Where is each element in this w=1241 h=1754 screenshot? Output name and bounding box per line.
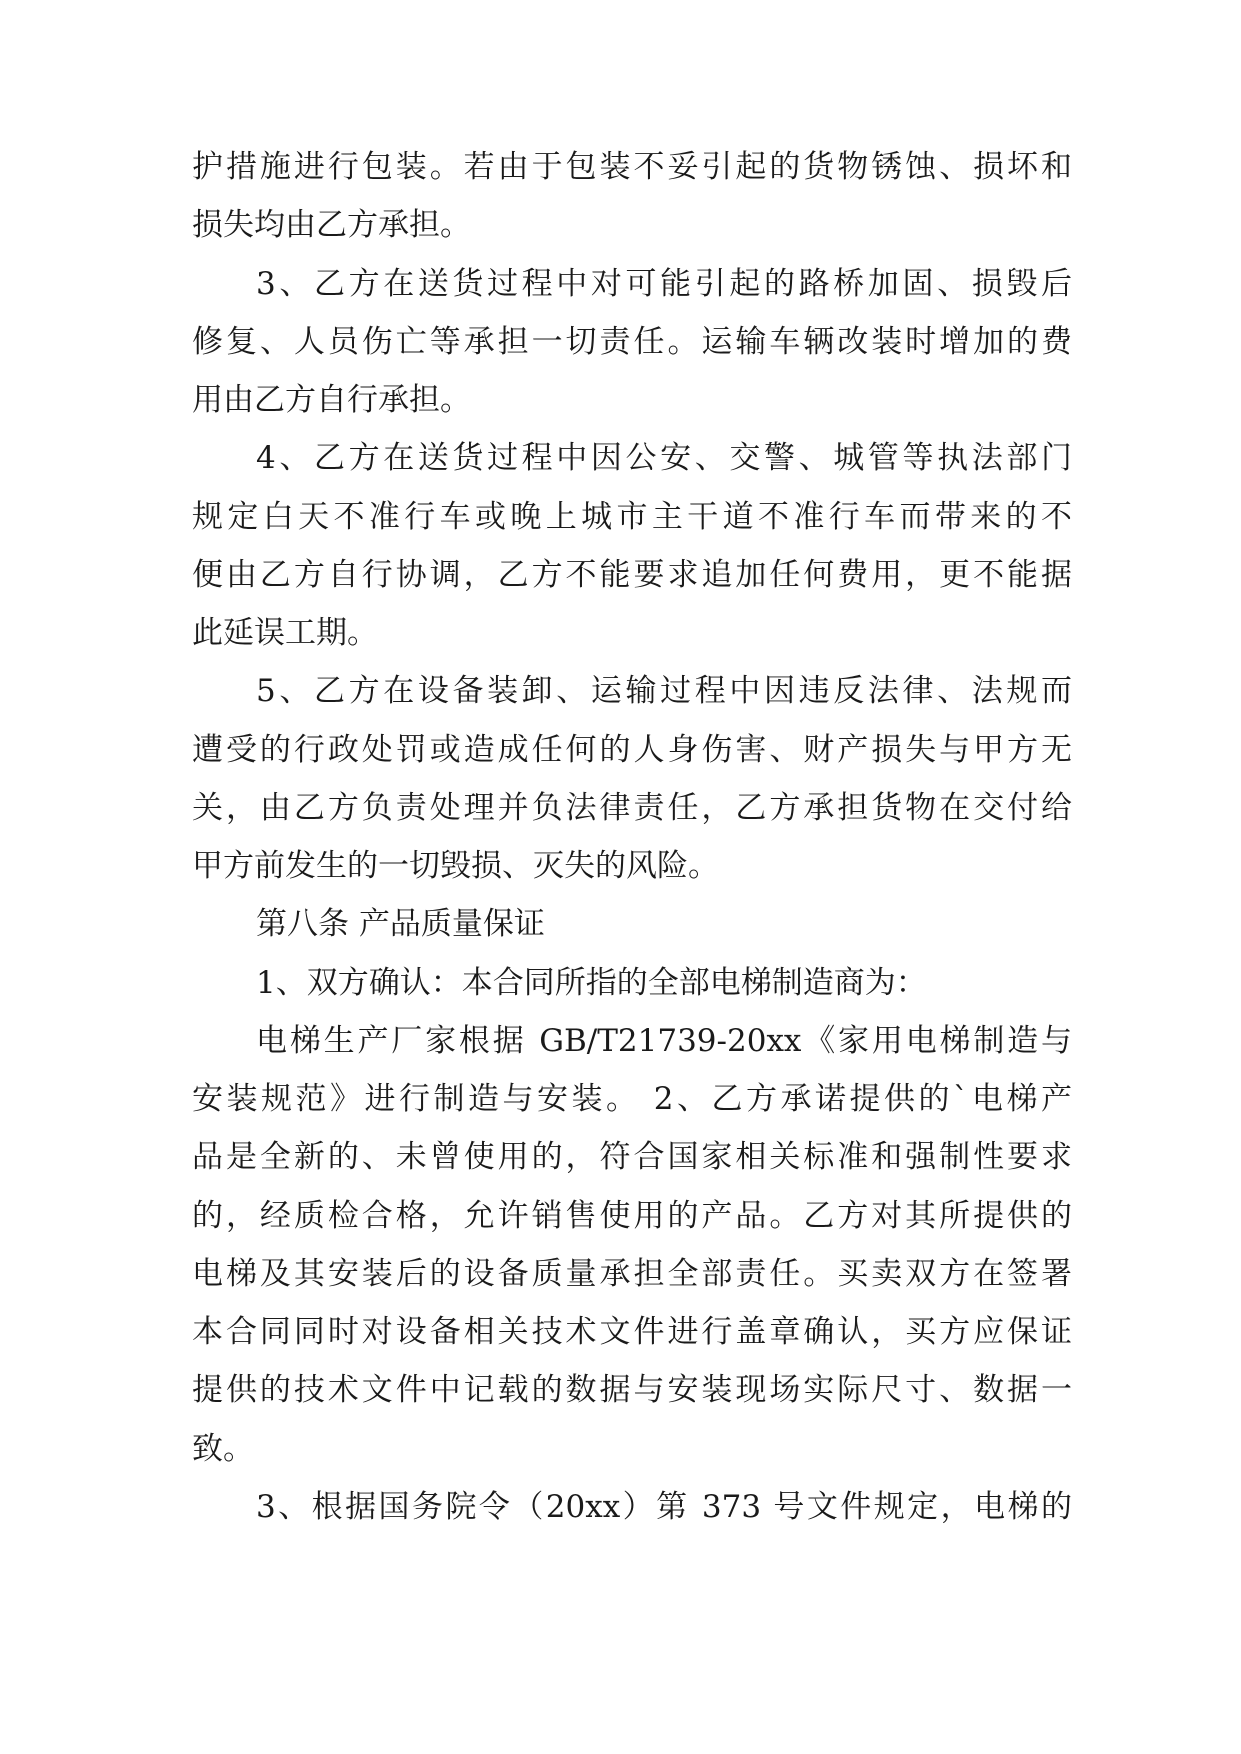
text-line: 损失均由乙方承担。 (192, 207, 471, 243)
section-heading: 第八条 产品质量保证 (256, 906, 545, 942)
text-line: 用由乙方自行承担。 (192, 382, 471, 418)
text-line: 修复、人员伤亡等承担一切责任。运输车辆改装时增加的费 (192, 324, 1072, 360)
text-line: 关，由乙方负责处理并负法律责任，乙方承担货物在交付给 (192, 790, 1072, 826)
text-line: 电梯及其安装后的设备质量承担全部责任。买卖双方在签署 (192, 1256, 1072, 1292)
text-line: 3、乙方在送货过程中对可能引起的路桥加固、损毁后 (256, 266, 1072, 302)
text-line: 电梯生产厂家根据 GB/T21739-20xx《家用电梯制造与 (256, 1023, 1072, 1059)
text-line: 1、双方确认：本合同所指的全部电梯制造商为： (256, 965, 927, 1001)
text-line: 3、根据国务院令（20xx）第 373 号文件规定，电梯的 (256, 1489, 1072, 1525)
text-line: 品是全新的、未曾使用的，符合国家相关标准和强制性要求 (192, 1139, 1072, 1175)
text-line: 提供的技术文件中记载的数据与安装现场实际尺寸、数据一 (192, 1372, 1072, 1408)
text-line: 甲方前发生的一切毁损、灭失的风险。 (192, 848, 719, 884)
text-line: 便由乙方自行协调，乙方不能要求追加任何费用，更不能据 (192, 557, 1072, 593)
text-line: 致。 (192, 1431, 254, 1467)
text-line: 规定白天不准行车或晚上城市主干道不准行车而带来的不 (192, 499, 1072, 535)
text-line: 安装规范》进行制造与安装。 2、乙方承诺提供的`电梯产 (192, 1081, 1072, 1117)
text-line: 4、乙方在送货过程中因公安、交警、城管等执法部门 (256, 440, 1072, 476)
text-line: 5、乙方在设备装卸、运输过程中因违反法律、法规而 (256, 673, 1072, 709)
text-line: 遭受的行政处罚或造成任何的人身伤害、财产损失与甲方无 (192, 732, 1072, 768)
text-line: 的，经质检合格，允许销售使用的产品。乙方对其所提供的 (192, 1198, 1072, 1234)
text-line: 护措施进行包装。若由于包装不妥引起的货物锈蚀、损坏和 (192, 149, 1072, 185)
text-line: 本合同同时对设备相关技术文件进行盖章确认，买方应保证 (192, 1314, 1072, 1350)
text-line: 此延误工期。 (192, 615, 378, 651)
